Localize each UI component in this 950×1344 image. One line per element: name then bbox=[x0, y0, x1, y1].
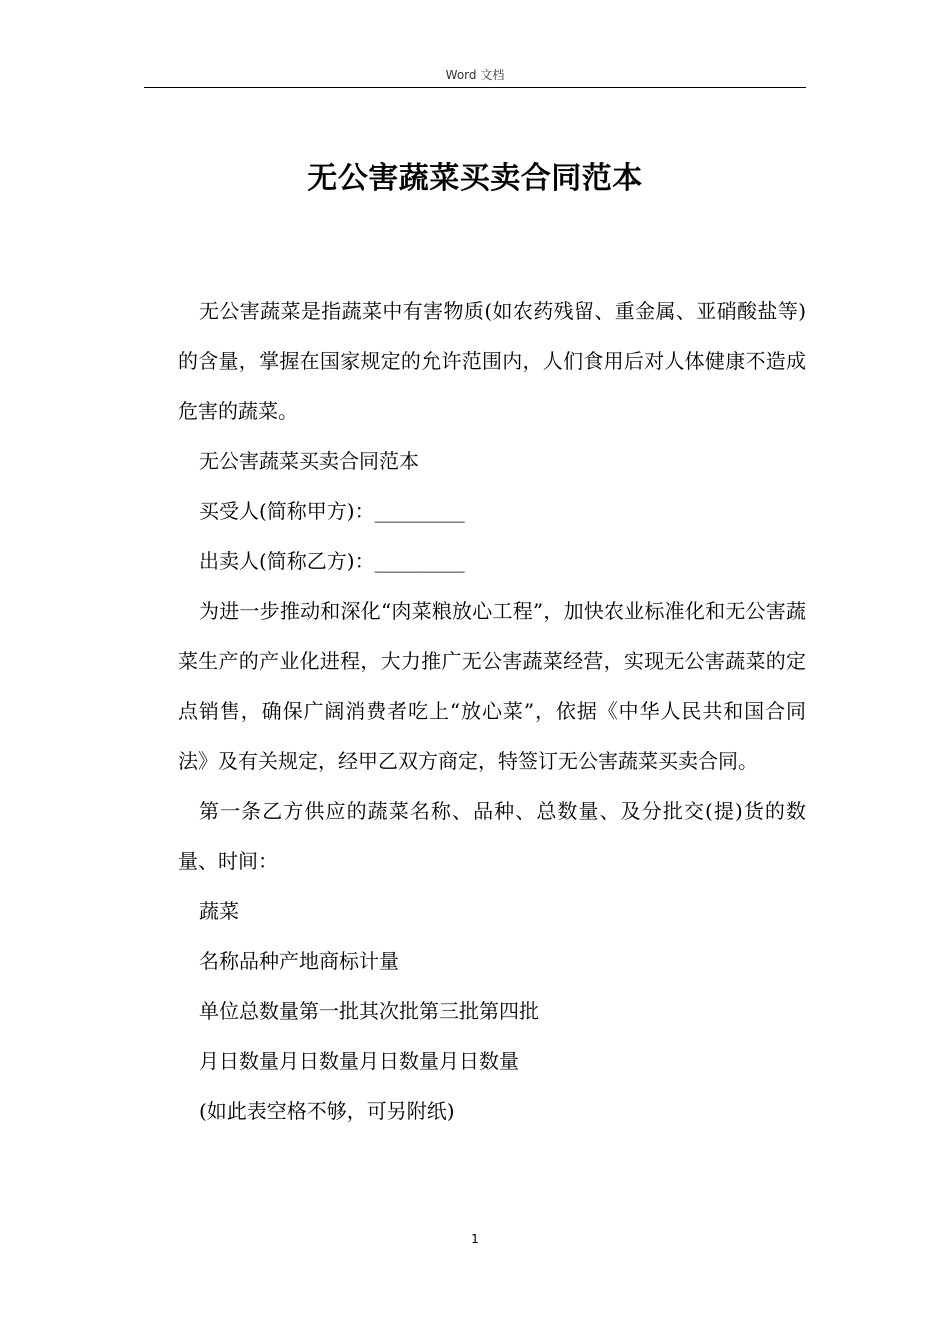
paragraph-table-note: (如此表空格不够，可另附纸) bbox=[199, 1099, 455, 1123]
document-title: 无公害蔬菜买卖合同范本 bbox=[307, 161, 643, 196]
document-body bbox=[178, 286, 806, 1136]
paragraph-table-line-1: 蔬菜 bbox=[199, 899, 239, 923]
paragraph-table-line-3: 单位总数量第一批其次批第三批第四批 bbox=[199, 999, 539, 1023]
header-divider bbox=[144, 87, 806, 88]
paragraph-buyer: 买受人(简称甲方)：_________ bbox=[199, 499, 465, 523]
paragraph-table-line-2: 名称品种产地商标计量 bbox=[199, 949, 399, 973]
page-number: 1 bbox=[471, 1232, 479, 1246]
paragraph-subtitle: 无公害蔬菜买卖合同范本 bbox=[199, 449, 419, 473]
paragraph-article-1: 第一条乙方供应的蔬菜名称、品种、总数量、及分批交(提)货的数量、时间： bbox=[178, 799, 806, 873]
page-header: Word 文档 bbox=[445, 68, 505, 82]
paragraph-seller: 出卖人(简称乙方)：_________ bbox=[199, 549, 465, 573]
paragraph-intro: 无公害蔬菜是指蔬菜中有害物质(如农药残留、重金属、亚硝酸盐等)的含量，掌握在国家规定的允许范围内，人们食用后对人体健康不造成危害的蔬菜。 bbox=[178, 299, 806, 423]
paragraph-preamble: 为进一步推动和深化“肉菜粮放心工程”，加快农业标准化和无公害蔬菜生产的产业化进程，大力推广无公害蔬菜经营，实现无公害蔬菜的定点销售，确保广阔消费者吃上“放心菜”，依据《中华人民共和国合同法》及有关规定，经甲乙双方商定，特签订无公害蔬菜买卖合同。 bbox=[178, 599, 806, 773]
paragraph-table-line-4: 月日数量月日数量月日数量月日数量 bbox=[199, 1049, 519, 1073]
